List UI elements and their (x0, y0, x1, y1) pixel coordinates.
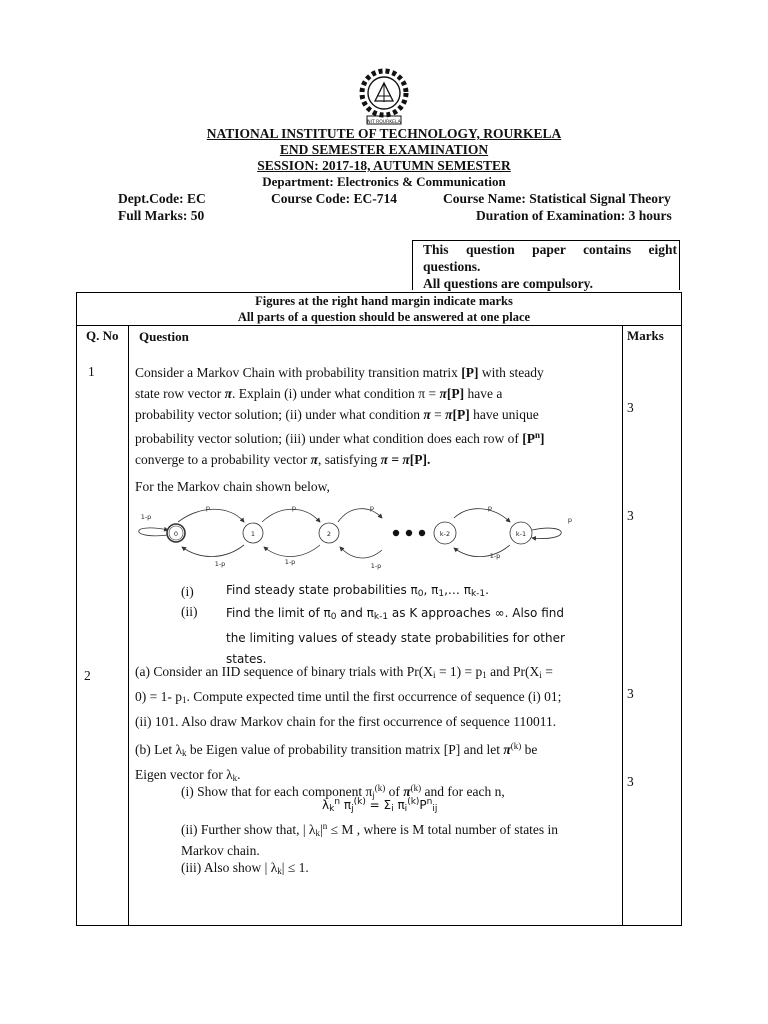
note-line-2: questions. (423, 259, 481, 274)
q2-number: 2 (84, 668, 91, 683)
edge-label-p: p (205, 504, 211, 512)
q2-mark-a: 3 (627, 686, 634, 701)
ellipsis-dot (419, 530, 425, 536)
node-label-2: 2 (326, 530, 332, 538)
institute-logo (349, 66, 419, 126)
node-label-0: 0 (173, 530, 179, 538)
q1-sub-i-text: Find steady state probabilities π0, π1,… πk-1. (226, 583, 489, 599)
self-loop-label-k-1: p (567, 516, 573, 524)
q1-mark-a: 3 (627, 400, 634, 415)
node-label-1: 1 (250, 530, 256, 538)
q2a-text: (a) Consider an IID sequence of binary trials with Pr(Xi = 1) = p1 and Pr(Xi = 0) = 1- p1. Compute expected time until the first occurrence of sequence (i) 01; (ii) 101. Also draw Markov chain for the first occurrence of sequence 110011. (135, 664, 562, 729)
edge-label-1-p: 1-p (489, 552, 501, 560)
node-label-k-2: k-2 (439, 530, 451, 538)
svg-text:NIT ROURKELA: NIT ROURKELA (367, 120, 401, 125)
q2b-part-ii: (ii) Further show that, | $\lambda k|^n \le M$ , where is M total number of states in Markov chain. (iii) Also show | λk| ≤ 1. (181, 821, 559, 876)
instruction-answer: All parts of a question should be answered at one place (237, 310, 531, 324)
q1-mark-b: 3 (627, 508, 634, 523)
table-header-divider (76, 325, 682, 326)
q1-text: Consider a Markov Chain with probability transition matrix [P] with steady state row vector π. Explain (i) under what condition π = π[P] have a probability vector solution; (ii) under what condition π = π[P] have unique probability vector solution; (iii) under what condition does each row of $[P^n]$ converge to a probability vector π, satisfying π = π[P]. (135, 365, 545, 467)
full-marks: Full Marks: 50 (118, 208, 205, 223)
institute-name: NATIONAL INSTITUTE OF TECHNOLOGY, ROURKELA (206, 126, 562, 141)
ellipsis-dot (406, 530, 412, 536)
q1-chain-intro: For the Markov chain shown below, (135, 479, 330, 494)
course-code: Course Code: EC-714 (271, 191, 397, 206)
session: SESSION: 2017-18, AUTUMN SEMESTER (257, 158, 511, 173)
note-line-3: All questions are compulsory. (423, 276, 594, 291)
self-loop-label-0: 1-p (140, 513, 152, 521)
edge-label-p: p (369, 504, 375, 512)
instructions-box (412, 240, 680, 290)
qno-column-divider (128, 325, 129, 926)
instruction-marks: Figures at the right hand margin indicate marks (255, 294, 513, 308)
edge-label-p: p (291, 504, 297, 512)
q2b-text: (b) Let λk be Eigen value of probability transition matrix [P] and let $\pi^{(k)}$ be Eigen vector for λk. (135, 741, 538, 783)
col-marks: Marks (627, 328, 664, 343)
department: Department: Electronics & Communication (262, 174, 506, 189)
marks-column-divider (622, 325, 623, 926)
markov-chain-diagram (130, 500, 590, 572)
course-name: Course Name: Statistical Signal Theory (443, 191, 671, 206)
dept-code: Dept.Code: EC (118, 191, 206, 206)
edge-label-1-p: 1-p (370, 562, 382, 570)
q1-number: 1 (88, 364, 95, 379)
exam-title: END SEMESTER EXAMINATION (279, 142, 489, 157)
edge-label-1-p: 1-p (214, 560, 226, 568)
q1-sub-ii-text: Find the limit of π0 and πk-1 as K approaches ∞. Also find the limiting values of steady state probabilities for other states. (226, 606, 565, 666)
note-line-1: This question paper contains eight (423, 242, 677, 257)
col-qno: Q. No (86, 328, 119, 343)
q1-sub-ii-label: (ii) (181, 604, 198, 619)
edge-label-p: p (487, 504, 493, 512)
q1-sub-i-label: (i) (181, 584, 194, 599)
q2b-part-i: (i) Show that for each component $\pi j^{(k)}$ of $\pi^{(k)}$ and for each n, (181, 783, 505, 800)
q2-mark-b: 3 (627, 774, 634, 789)
edge-label-1-p: 1-p (284, 558, 296, 566)
node-label-k-1: k-1 (515, 530, 527, 538)
duration: Duration of Examination: 3 hours (476, 208, 672, 223)
col-question: Question (139, 329, 189, 344)
ellipsis-dot (393, 530, 399, 536)
q2b-equation: $\lambda k^n$ $\pi j^{(k)} = \Sigma i$ $\pi i^{(k)}P^nij$ (322, 797, 438, 814)
